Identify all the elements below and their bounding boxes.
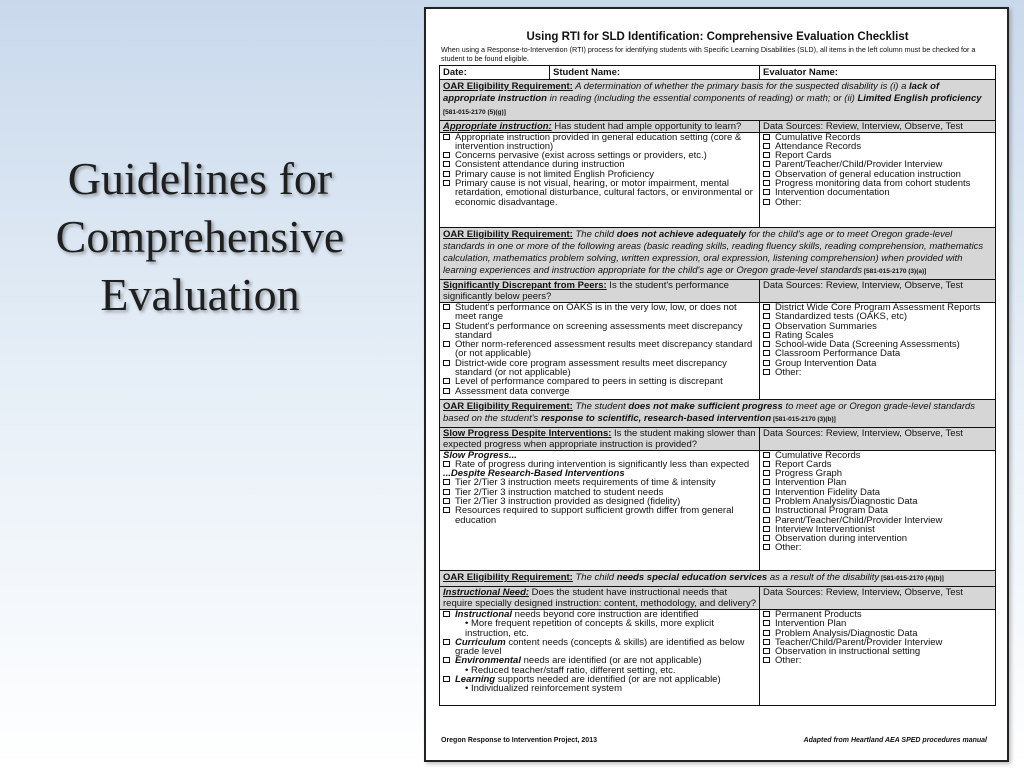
list-item-text: Primary cause is not visual, hearing, or motor impairment, mental retardation, emotional disturbance, cultural factors, or environmental or economic disadvantage. — [455, 177, 753, 208]
checkbox[interactable] — [763, 350, 770, 356]
oar-requirement — [440, 228, 996, 280]
list-item-text: Assessment data converge — [455, 385, 570, 397]
list-item-lead: Curriculum — [455, 636, 506, 648]
bullet-text: More frequent repetition of concepts & skills, more explicit instruction, etc. — [465, 618, 714, 639]
oar-text: to meet age or Oregon grade-level standards based on the student's — [443, 400, 976, 424]
oar-lead: OAR Eligibility Requirement: — [443, 400, 573, 412]
slide-title-line: Comprehensive — [55, 211, 345, 262]
oar-requirement — [440, 399, 996, 427]
data-source-text: Intervention Plan — [775, 477, 847, 489]
list-item-text: Rate of progress during intervention is significantly less than expected — [455, 458, 750, 470]
checkbox[interactable] — [443, 134, 450, 140]
checkbox[interactable] — [763, 143, 770, 149]
list-item-text: needs beyond core instruction are identified — [512, 609, 699, 620]
oar-bold: response to scientific, research-based intervention — [540, 412, 772, 424]
checkbox[interactable] — [763, 161, 770, 167]
list-item[interactable] — [443, 340, 756, 359]
list-item[interactable] — [443, 506, 756, 525]
checkbox[interactable] — [763, 171, 770, 177]
list-item-text: Level of performance compared to peers in setting is discrepant — [455, 376, 723, 388]
bullet-text: Reduced teacher/staff ratio, different setting, etc. — [470, 664, 676, 676]
checkbox[interactable] — [443, 180, 450, 186]
data-source-text: District Wide Core Program Assessment Reports — [775, 302, 981, 313]
list-item-text: Appropriate instruction provided in general education setting (core & intervention instruction) — [455, 131, 742, 152]
question-lead: Significantly Discrepant from Peers: — [443, 280, 607, 291]
data-source-item[interactable] — [763, 543, 992, 552]
oar-text: as a result of the disability — [767, 572, 880, 583]
data-source-text: Attendance Records — [775, 140, 862, 152]
list-item[interactable] — [443, 387, 756, 396]
data-source-text: Parent/Teacher/Child/Provider Interview — [775, 159, 943, 171]
data-source-text: Observation of general education instruction — [775, 168, 961, 180]
list-item[interactable] — [443, 638, 756, 657]
checkbox[interactable] — [443, 479, 450, 485]
data-sources-list — [760, 132, 996, 228]
question-cell — [440, 280, 760, 303]
checkbox[interactable] — [443, 161, 450, 167]
list-item-text: Student's performance on OAKS is in the very low, low, or does not meet range — [455, 302, 737, 323]
oar-requirement — [440, 79, 996, 120]
checkbox[interactable] — [763, 535, 770, 541]
section-table — [439, 79, 996, 229]
data-sources-header: Data Sources: Review, Interview, Observe, Test — [760, 427, 996, 450]
checkbox[interactable] — [443, 360, 450, 366]
data-source-text: School-wide Data (Screening Assessments) — [775, 339, 960, 351]
question-lead: Appropriate instruction: — [443, 120, 552, 132]
data-source-text: Progress monitoring data from cohort students — [775, 177, 971, 189]
question-lead: Instructional Need: — [443, 587, 530, 598]
checkbox[interactable] — [763, 526, 770, 532]
section-table — [439, 227, 996, 400]
checkbox[interactable] — [443, 152, 450, 158]
list-item-text: Student's performance on screening assessments meet discrepancy standard — [455, 320, 743, 341]
checkbox[interactable] — [443, 657, 450, 663]
checkbox[interactable] — [763, 648, 770, 654]
checkbox[interactable] — [763, 498, 770, 504]
checkbox[interactable] — [443, 304, 450, 310]
data-source-item[interactable] — [763, 368, 992, 377]
data-sources-header: Data Sources: Review, Interview, Observe, Test — [760, 587, 996, 610]
data-source-text: Observation in instructional setting — [775, 646, 921, 658]
data-source-text: Rating Scales — [775, 329, 834, 341]
checkbox[interactable] — [763, 544, 770, 550]
data-source-text: Intervention Plan — [775, 618, 847, 630]
list-item-text: Tier 2/Tier 3 instruction matched to student needs — [455, 486, 664, 498]
oar-text: The child — [572, 572, 617, 583]
data-source-text: Problem Analysis/Diagnostic Data — [775, 495, 918, 507]
oar-bold: does not make sufficient progress — [628, 400, 783, 412]
checkbox[interactable] — [763, 517, 770, 523]
data-source-text: Permanent Products — [775, 609, 862, 620]
data-source-text: Classroom Performance Data — [775, 348, 901, 360]
footer-left: Oregon Response to Intervention Project, 2013 — [441, 737, 597, 744]
list-item[interactable] — [443, 179, 756, 207]
criteria-list — [440, 303, 760, 400]
checkbox[interactable] — [763, 657, 770, 663]
checkbox[interactable] — [763, 332, 770, 338]
checkbox[interactable] — [763, 489, 770, 495]
data-source-text: Intervention documentation — [775, 187, 890, 199]
data-source-text: Report Cards — [775, 458, 832, 470]
checkbox[interactable] — [443, 507, 450, 513]
list-item-text: content needs (concepts & skills) are identified as below grade level — [455, 636, 745, 658]
footer-right: Adapted from Heartland AEA SPED procedures manual — [803, 737, 987, 744]
data-source-text: Report Cards — [775, 150, 832, 162]
list-item-text: Concerns pervasive (exist across settings or providers, etc.) — [455, 150, 707, 162]
oar-text: The student — [572, 400, 629, 412]
list-item-lead: Environmental — [455, 655, 521, 667]
data-source-text: Other: — [775, 655, 802, 667]
checkbox[interactable] — [763, 304, 770, 310]
list-item-text: District-wide core program assessment results meet discrepancy standard (or not applicable) — [455, 357, 727, 379]
checkbox[interactable] — [443, 639, 450, 645]
checkbox[interactable] — [763, 313, 770, 319]
question-lead: Slow Progress Despite Interventions: — [443, 427, 612, 439]
checkbox[interactable] — [763, 630, 770, 636]
list-item[interactable] — [443, 303, 756, 322]
oar-lead: OAR Eligibility Requirement: — [443, 229, 573, 240]
data-source-text: Interview Interventionist — [775, 523, 875, 535]
data-source-text: Teacher/Child/Parent/Provider Interview — [775, 636, 943, 648]
checkbox[interactable] — [763, 470, 770, 476]
question-text: Does the student have instructional needs that require specially designed instruction: content, methodology, and delivery? — [443, 587, 756, 609]
data-source-text: Cumulative Records — [775, 449, 861, 461]
criteria-list — [440, 132, 760, 228]
data-source-text: Cumulative Records — [775, 131, 861, 143]
bullet-item: • More frequent repetition of concepts & skills, more explicit instruction, etc. — [465, 618, 714, 639]
oar-citation: [581-015-2170 (5)(g)] — [443, 108, 506, 116]
bullet-item: • Individualized reinforcement system — [465, 683, 622, 695]
bullet-item: • Reduced teacher/staff ratio, different setting, etc. — [465, 664, 676, 676]
data-source-text: Observation during intervention — [775, 533, 908, 545]
bullet-text: Individualized reinforcement system — [470, 683, 622, 695]
oar-citation: [581-015-2170 (4)(b)] — [879, 575, 944, 582]
data-source-text: Other: — [775, 542, 802, 554]
slide-title — [0, 150, 400, 324]
oar-lead: OAR Eligibility Requirement: — [443, 80, 573, 92]
document-instructions: When using a Response-to-Intervention (RTI) process for identifying students with Specific Learning Disabilities (SLD), all items in the left column must be checked for a student to be found eligible. — [441, 45, 976, 63]
question-cell — [440, 587, 760, 610]
data-source-text: Problem Analysis/Diagnostic Data — [775, 627, 918, 639]
data-source-text: Instructional Program Data — [775, 505, 888, 517]
oar-bold: does not achieve adequately — [616, 229, 747, 240]
oar-requirement — [440, 571, 996, 587]
checkbox[interactable] — [443, 171, 450, 177]
list-subheading: Slow Progress... — [443, 449, 517, 461]
data-source-text: Group Intervention Data — [775, 357, 877, 369]
data-source-item[interactable] — [763, 656, 992, 665]
oar-text: A determination of whether the primary basis for the suspected disability is (i) a — [572, 80, 910, 92]
checkbox[interactable] — [763, 461, 770, 467]
checkbox[interactable] — [763, 452, 770, 458]
checkbox[interactable] — [763, 189, 770, 195]
document-title: Using RTI for SLD Identification: Comprehensive Evaluation Checklist — [526, 31, 909, 43]
data-sources-header: Data Sources: Review, Interview, Observe, Test — [760, 280, 996, 303]
data-source-text: Progress Graph — [775, 468, 843, 480]
criteria-list — [440, 610, 760, 706]
checkbox[interactable] — [443, 461, 450, 467]
checkbox[interactable] — [763, 360, 770, 366]
data-source-text: Observation Summaries — [775, 320, 877, 332]
list-item-text: Resources required to support sufficient growth differ from general education — [455, 505, 734, 526]
checkbox[interactable] — [763, 152, 770, 158]
data-source-text: Standardized tests (OAKS, etc) — [775, 311, 908, 323]
checkbox[interactable] — [763, 639, 770, 645]
checkbox[interactable] — [443, 323, 450, 329]
checkbox[interactable] — [443, 676, 450, 682]
checkbox[interactable] — [443, 388, 450, 394]
oar-text: The child — [572, 229, 617, 240]
checkbox[interactable] — [443, 611, 450, 617]
checkbox[interactable] — [443, 498, 450, 504]
criteria-list — [440, 450, 760, 571]
section-table — [439, 570, 996, 706]
checkbox[interactable] — [443, 378, 450, 384]
oar-citation: [581-015-2170 (3)(a)] — [862, 268, 927, 275]
data-source-text: Other: — [775, 367, 802, 379]
question-text: Is the student making slower than expected progress when appropriate instruction is provided? — [443, 427, 756, 450]
checklist-document — [424, 7, 1009, 762]
student-name-field[interactable]: Student Name: — [550, 66, 760, 80]
checkbox[interactable] — [763, 323, 770, 329]
question-text: Has student had ample opportunity to learn? — [551, 120, 742, 132]
evaluator-name-field[interactable]: Evaluator Name: — [760, 66, 996, 80]
question-cell — [440, 427, 760, 450]
checkbox[interactable] — [763, 180, 770, 186]
checkbox[interactable] — [763, 507, 770, 513]
list-item-lead: Learning — [455, 674, 496, 686]
checkbox[interactable] — [763, 341, 770, 347]
data-source-text: Intervention Fidelity Data — [775, 486, 881, 498]
checkbox[interactable] — [763, 369, 770, 375]
date-field[interactable]: Date: — [440, 66, 550, 80]
list-item[interactable] — [443, 322, 756, 341]
data-sources-list — [760, 303, 996, 400]
list-item[interactable] — [443, 133, 756, 152]
list-item-text: Consistent attendance during instruction — [455, 159, 625, 171]
data-sources-list — [760, 610, 996, 706]
checkbox[interactable] — [763, 479, 770, 485]
data-source-item[interactable] — [763, 198, 992, 207]
list-item[interactable] — [443, 359, 756, 378]
oar-bold: needs special education services — [616, 572, 768, 583]
checkbox[interactable] — [763, 134, 770, 140]
list-item-text: Primary cause is not limited English Proficiency — [455, 168, 655, 180]
section-table — [439, 399, 996, 572]
oar-text: in reading (including the essential components of reading) or math; or (ii) — [546, 92, 858, 104]
list-item-text: needs are identified (or are not applicable) — [521, 655, 702, 667]
document-footer — [441, 737, 987, 744]
oar-text: for the child's age or to meet Oregon grade-level standards in one or more of the following areas (basic reading skills, reading fluency skills, reading comprehension, mathematics calculation, mathematics problem solving, written expression, oral expression, listening comprehension) when provided with learning experiences and instruction appropriate for the child's age or Oregon grade-level standards — [443, 229, 984, 276]
oar-citation: [581-015-2170 (3)(b)] — [771, 415, 836, 423]
list-item-text: Tier 2/Tier 3 instruction meets requirements of time & intensity — [455, 477, 716, 489]
oar-bold: Limited English proficiency — [857, 92, 982, 104]
oar-bold: lack of appropriate instruction — [443, 80, 940, 104]
list-item-text: supports needed are identified (or are not applicable) — [495, 674, 721, 686]
checkbox[interactable] — [443, 489, 450, 495]
list-item-text: Other norm-referenced assessment results meet discrepancy standard (or not applicable) — [455, 339, 753, 360]
data-source-text: Parent/Teacher/Child/Provider Interview — [775, 514, 943, 526]
question-cell — [440, 120, 760, 132]
list-subheading: ...Despite Research-Based Interventions — [443, 468, 625, 480]
data-source-text: Other: — [775, 196, 802, 208]
checkbox[interactable] — [763, 620, 770, 626]
list-item-lead: Instructional — [455, 609, 513, 620]
data-sources-list — [760, 450, 996, 571]
oar-lead: OAR Eligibility Requirement: — [443, 572, 573, 583]
list-item-text: Tier 2/Tier 3 instruction provided as designed (fidelity) — [455, 495, 681, 507]
slide-title-line: Guidelines for — [67, 153, 333, 204]
question-text: Is the student's performance significantly below peers? — [443, 280, 729, 302]
checkbox[interactable] — [763, 199, 770, 205]
data-sources-header: Data Sources: Review, Interview, Observe, Test — [760, 120, 996, 132]
checkbox[interactable] — [443, 341, 450, 347]
checkbox[interactable] — [763, 611, 770, 617]
slide-title-line: Evaluation — [100, 269, 300, 320]
sections-container — [439, 79, 996, 707]
